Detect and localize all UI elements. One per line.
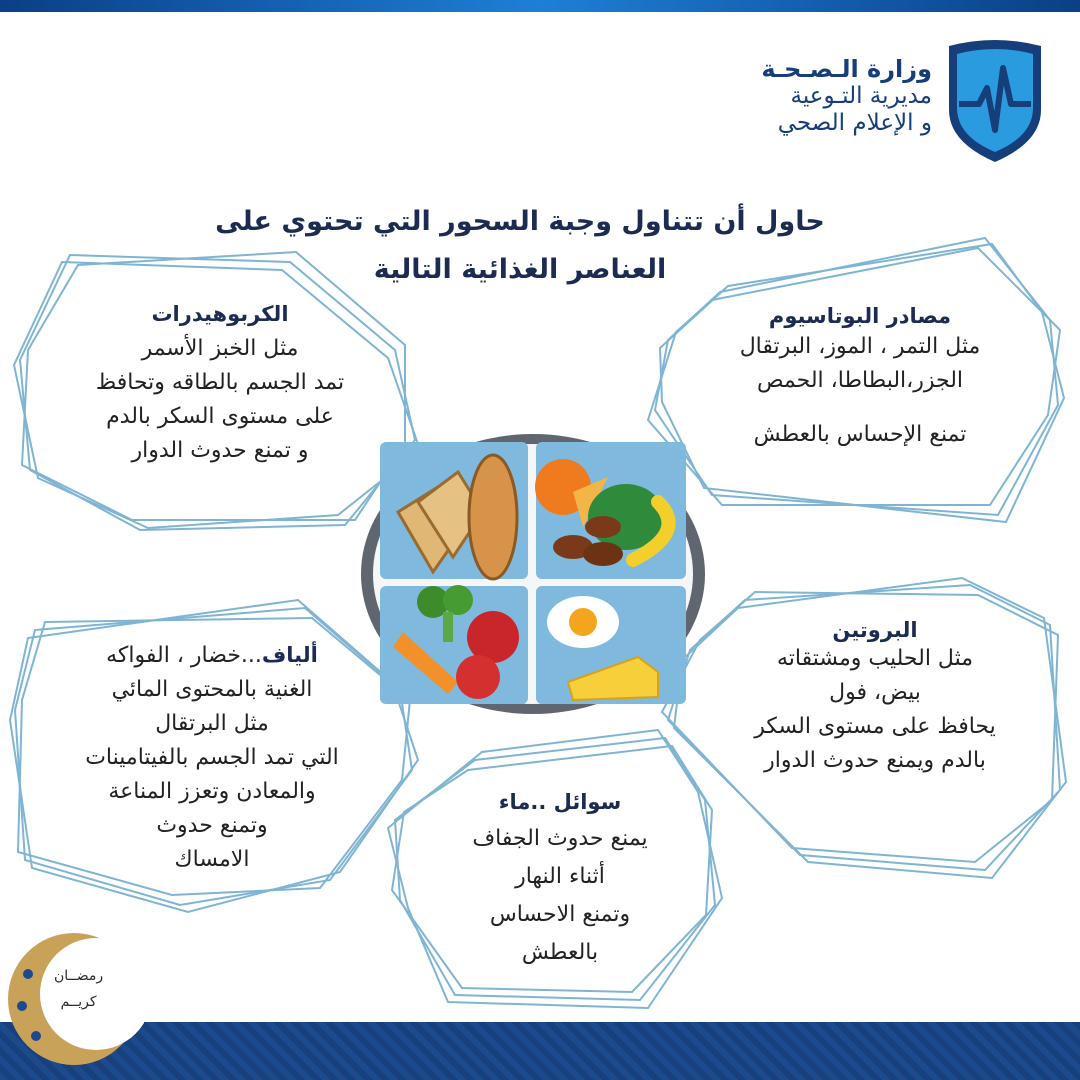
fiber-line: الغنية بالمحتوى المائي [111,677,313,702]
fiber-line: التي تمد الجسم بالفيتامينات [85,745,339,770]
protein-line: يحافظ على مستوى السكر [754,714,996,739]
fiber-heading [22,638,402,673]
potassium-line: مثل التمر ، الموز، البرتقال [739,334,981,359]
headline-line-1: حاول أن تتناول وجبة السحور التي تحتوي على [215,206,825,237]
headline-line-2: العناصر الغذائية التالية [373,254,667,285]
potassium-box [680,304,1040,452]
fiber-line: مثل البرتقال [155,711,269,736]
fiber-line: والمعادن وتعزز المناعة [108,779,316,804]
potassium-title: مصادر البوتاسيوم [768,304,952,328]
carbs-line: مثل الخبز الأسمر [141,336,299,361]
fiber-title-rest: ...خضار ، الفواكه [106,643,262,668]
ministry-name: وزارة الـصـحـة [761,55,932,83]
department-line-2: و الإعلام الصحي [777,110,932,136]
fiber-line: وتمنع حدوث [156,813,268,838]
carbs-line: و تمنع حدوث الدوار [131,438,309,463]
fluids-line: أثناء النهار [515,864,605,889]
carbs-box [40,302,400,468]
fiber-title: ألياف [261,643,318,667]
protein-line: بالدم ويمنع حدوث الدوار [764,748,986,773]
potassium-line: الجزر،البطاطا، الحمص [756,368,964,393]
fiber-line: الامساك [174,847,250,872]
bottom-pattern-band [0,1022,1080,1080]
protein-line: مثل الحليب ومشتقاته [776,646,974,671]
potassium-line: تمنع الإحساس بالعطش [753,422,967,447]
fluids-line: بالعطش [521,940,599,965]
department-line-1: مديرية التـوعية [790,83,932,109]
badge-line-1: رمضــان [54,968,104,984]
fiber-box [22,638,402,877]
protein-line: بيض، فول [829,680,921,705]
carbs-line: على مستوى السكر بالدم [106,404,334,429]
ramadan-kareem-badge [54,963,103,1015]
fluids-line: وتمنع الاحساس [489,902,631,927]
food-plate-icon [358,432,708,717]
fluids-title: سوائل ..ماء [498,790,622,814]
protein-title: البروتين [832,618,918,642]
badge-line-2: كريــم [60,994,97,1010]
protein-box [700,618,1050,778]
carbs-title: الكربوهيدرات [151,302,289,326]
fluids-line: يمنع حدوث الجفاف [472,826,648,851]
carbs-line: تمد الجسم بالطاقه وتحافظ [95,370,345,395]
fluids-box [420,790,700,970]
